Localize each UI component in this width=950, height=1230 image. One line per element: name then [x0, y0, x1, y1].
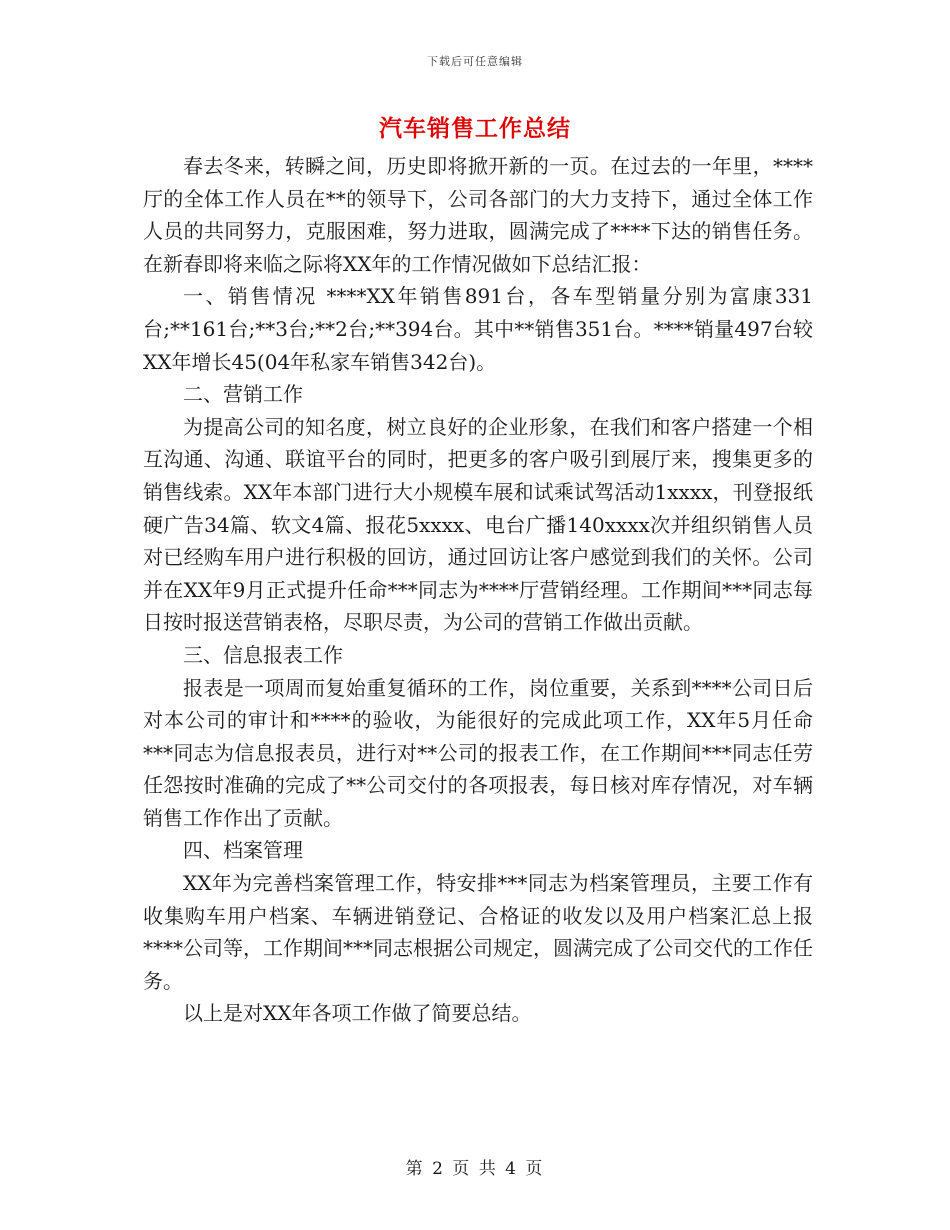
- header-note: 下载后可任意编辑: [427, 55, 523, 68]
- paragraph-conclusion: 以上是对XX年各项工作做了简要总结。: [183, 1001, 532, 1026]
- paragraph-reports: 报表是一项周而复始重复循环的工作，岗位重要，关系到****公司日后对本公司的审计和****的验收，为能很好的完成此项工作，XX年5月任命***同志为信息报表员，进行对**公司的报表工作，在工作期间***同志任劳任怨按时准确的完成了**公司交付的各项报表，每日核对库存情况，对车辆销售工作作出了贡献。: [143, 675, 813, 830]
- section-heading-archives: 四、档案管理: [183, 838, 303, 863]
- paragraph-intro: 春去冬来，转瞬之间，历史即将掀开新的一页。在过去的一年里，****厅的全体工作人员在**的领导下，公司各部门的大力支持下，通过全体工作人员的共同努力，克服困难，努力进取，圆满完成了****下达的销售任务。在新春即将来临之际将XX年的工作情况做如下总结汇报：: [143, 154, 813, 276]
- page-number: 第 2 页 共 4 页: [405, 1159, 545, 1179]
- paragraph-marketing: 为提高公司的知名度，树立良好的企业形象，在我们和客户搭建一个相互沟通、沟通、联谊平台的同时，把更多的客户吸引到展厅来，搜集更多的销售线索。XX年本部门进行大小规模车展和试乘试驾活动1xxxx，刊登报纸硬广告34篇、软文4篇、报花5xxxx、电台广播140xxxx次并组织销售人员对已经购车用户进行积极的回访，通过回访让客户感觉到我们的关怀。公司并在XX年9月正式提升任命***同志为****厅营销经理。工作期间***同志每日按时报送营销表格，尽职尽责，为公司的营销工作做出贡献。: [143, 414, 813, 635]
- document-title: 汽车销售工作总结: [379, 115, 571, 142]
- document-body: [143, 150, 813, 1030]
- section-heading-marketing: 二、营销工作: [183, 382, 303, 407]
- paragraph-sales: 一、销售情况 ****XX年销售891台，各车型销量分别为富康331台;**161台;**3台;**2台;**394台。其中**销售351台。****销量497台较XX年增长45(04年私家车销售342台)。: [143, 284, 813, 374]
- paragraph-archives: XX年为完善档案管理工作，特安排***同志为档案管理员，主要工作有收集购车用户档案、车辆进销登记、合格证的收发以及用户档案汇总上报****公司等，工作期间***同志根据公司规定，圆满完成了公司交代的工作任务。: [143, 871, 813, 993]
- section-heading-reports: 三、信息报表工作: [183, 642, 343, 667]
